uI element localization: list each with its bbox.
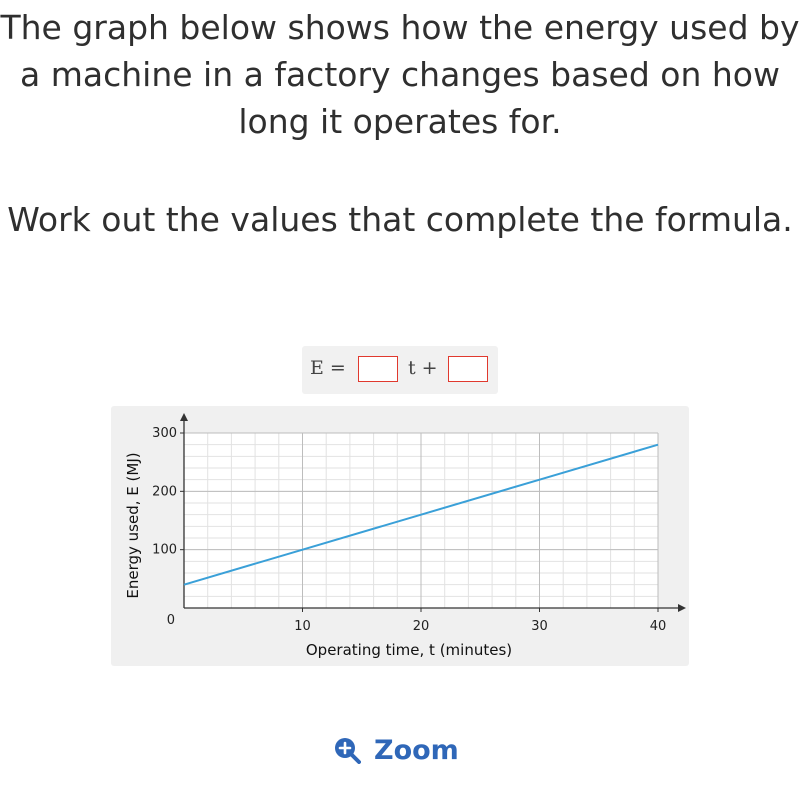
- zoom-button[interactable]: [333, 734, 459, 766]
- y-tick-label: 100: [152, 542, 177, 558]
- zoom-in-icon: [333, 736, 361, 764]
- chart-panel: [111, 406, 689, 666]
- y-axis-label: Energy used, E (MJ): [124, 452, 142, 599]
- intercept-answer-box[interactable]: [448, 356, 488, 382]
- y-tick-label: 300: [152, 426, 177, 441]
- instruction-text: Work out the values that complete the formula.: [7, 200, 793, 239]
- formula: [302, 346, 498, 394]
- y-axis-arrow: [180, 413, 188, 421]
- x-tick-label: 20: [412, 619, 430, 634]
- x-axis-arrow: [678, 604, 686, 612]
- formula-lhs: E =: [310, 357, 346, 379]
- formula-mid: t +: [408, 357, 438, 379]
- x-tick-label: 30: [531, 619, 548, 634]
- zoom-label: Zoom: [374, 734, 459, 766]
- x-tick-label: 10: [294, 619, 311, 634]
- question-text: The graph below shows how the energy used by a machine in a factory changes based on how long it operates for.: [0, 8, 800, 141]
- x-tick-label: 40: [649, 619, 667, 634]
- origin-label: 0: [166, 613, 175, 628]
- x-axis-label: Operating time, t (minutes): [305, 641, 513, 659]
- y-tick-label: 200: [152, 484, 177, 500]
- energy-chart: [111, 406, 689, 666]
- gradient-answer-box[interactable]: [358, 356, 398, 382]
